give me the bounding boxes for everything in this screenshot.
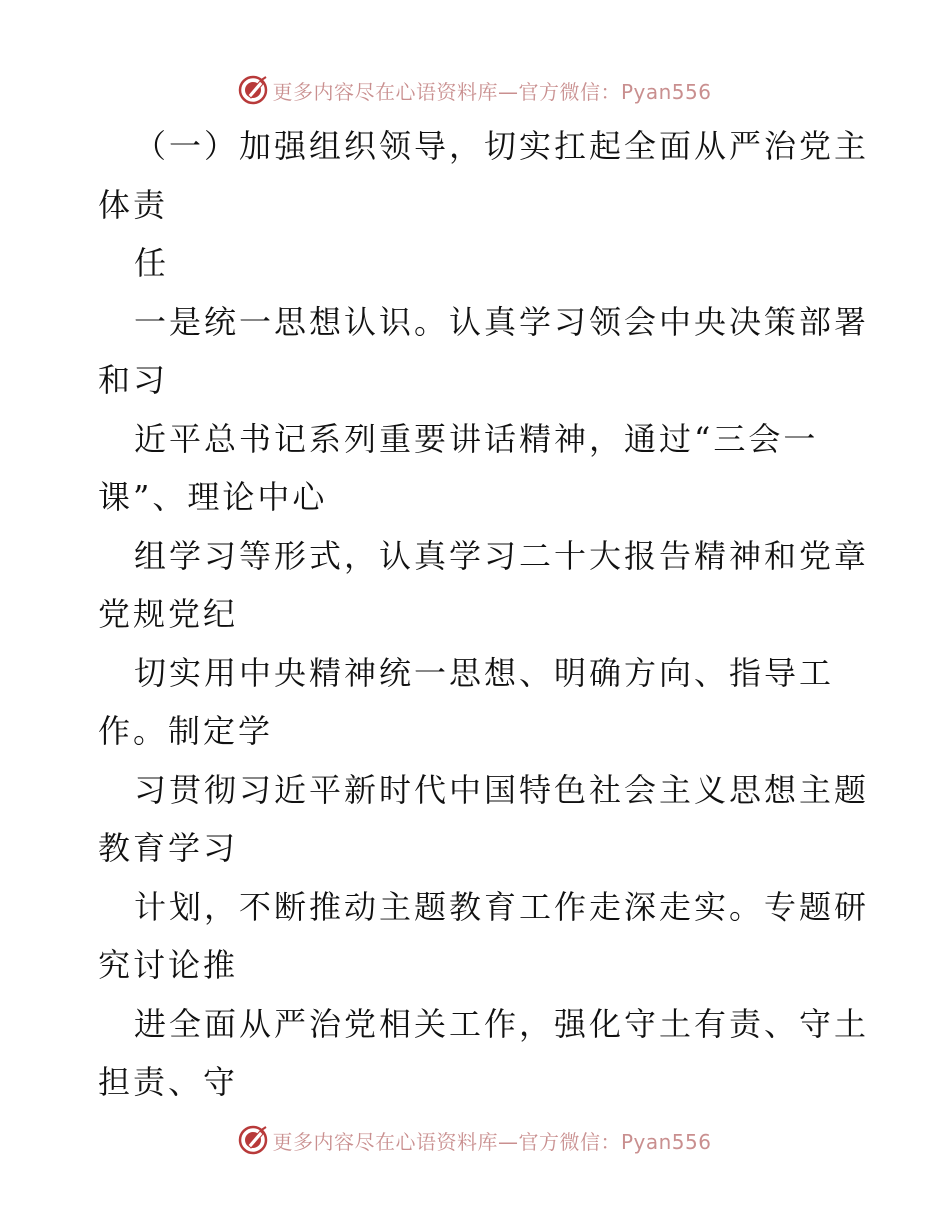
document-line: 课”、理论中心 <box>98 478 328 516</box>
document-line: 计划，不断推动主题教育工作走深走实。专题研 <box>134 887 870 926</box>
document-line: 近平总书记系列重要讲话精神，通过“三会一 <box>134 419 819 458</box>
document-line: 进全面从严治党相关工作，强化守土有责、守土 <box>134 1004 870 1043</box>
document-line: 任 <box>134 244 170 282</box>
document-line: 担责、守 <box>98 1063 239 1101</box>
document-body <box>98 117 870 1112</box>
document-line: （一）加强组织领导，切实扛起全面从严治党主 <box>134 127 870 165</box>
pen-logo-icon <box>238 75 268 105</box>
document-line: 教育学习 <box>98 829 239 867</box>
document-line: 切实用中央精神统一思想、明确方向、指导工 <box>134 653 835 692</box>
footer-watermark-text: 更多内容尽在心语资料库—官方微信：Pyan556 <box>272 1129 712 1154</box>
pen-logo-icon <box>238 1125 268 1155</box>
header-watermark-text: 更多内容尽在心语资料库—官方微信：Pyan556 <box>272 79 712 104</box>
header-watermark-banner <box>0 70 950 110</box>
document-line: 究讨论推 <box>98 946 239 984</box>
document-line: 和习 <box>98 361 169 399</box>
document-line: 党规党纪 <box>98 595 239 633</box>
document-line: 组学习等形式，认真学习二十大报告精神和党章 <box>134 536 870 575</box>
document-line: 习贯彻习近平新时代中国特色社会主义思想主题 <box>134 770 870 809</box>
document-line: 一是统一思想认识。认真学习领会中央决策部署 <box>134 302 870 341</box>
footer-watermark-banner <box>0 1120 950 1160</box>
document-line: 作。制定学 <box>98 712 274 750</box>
document-line: 体责 <box>98 185 169 224</box>
